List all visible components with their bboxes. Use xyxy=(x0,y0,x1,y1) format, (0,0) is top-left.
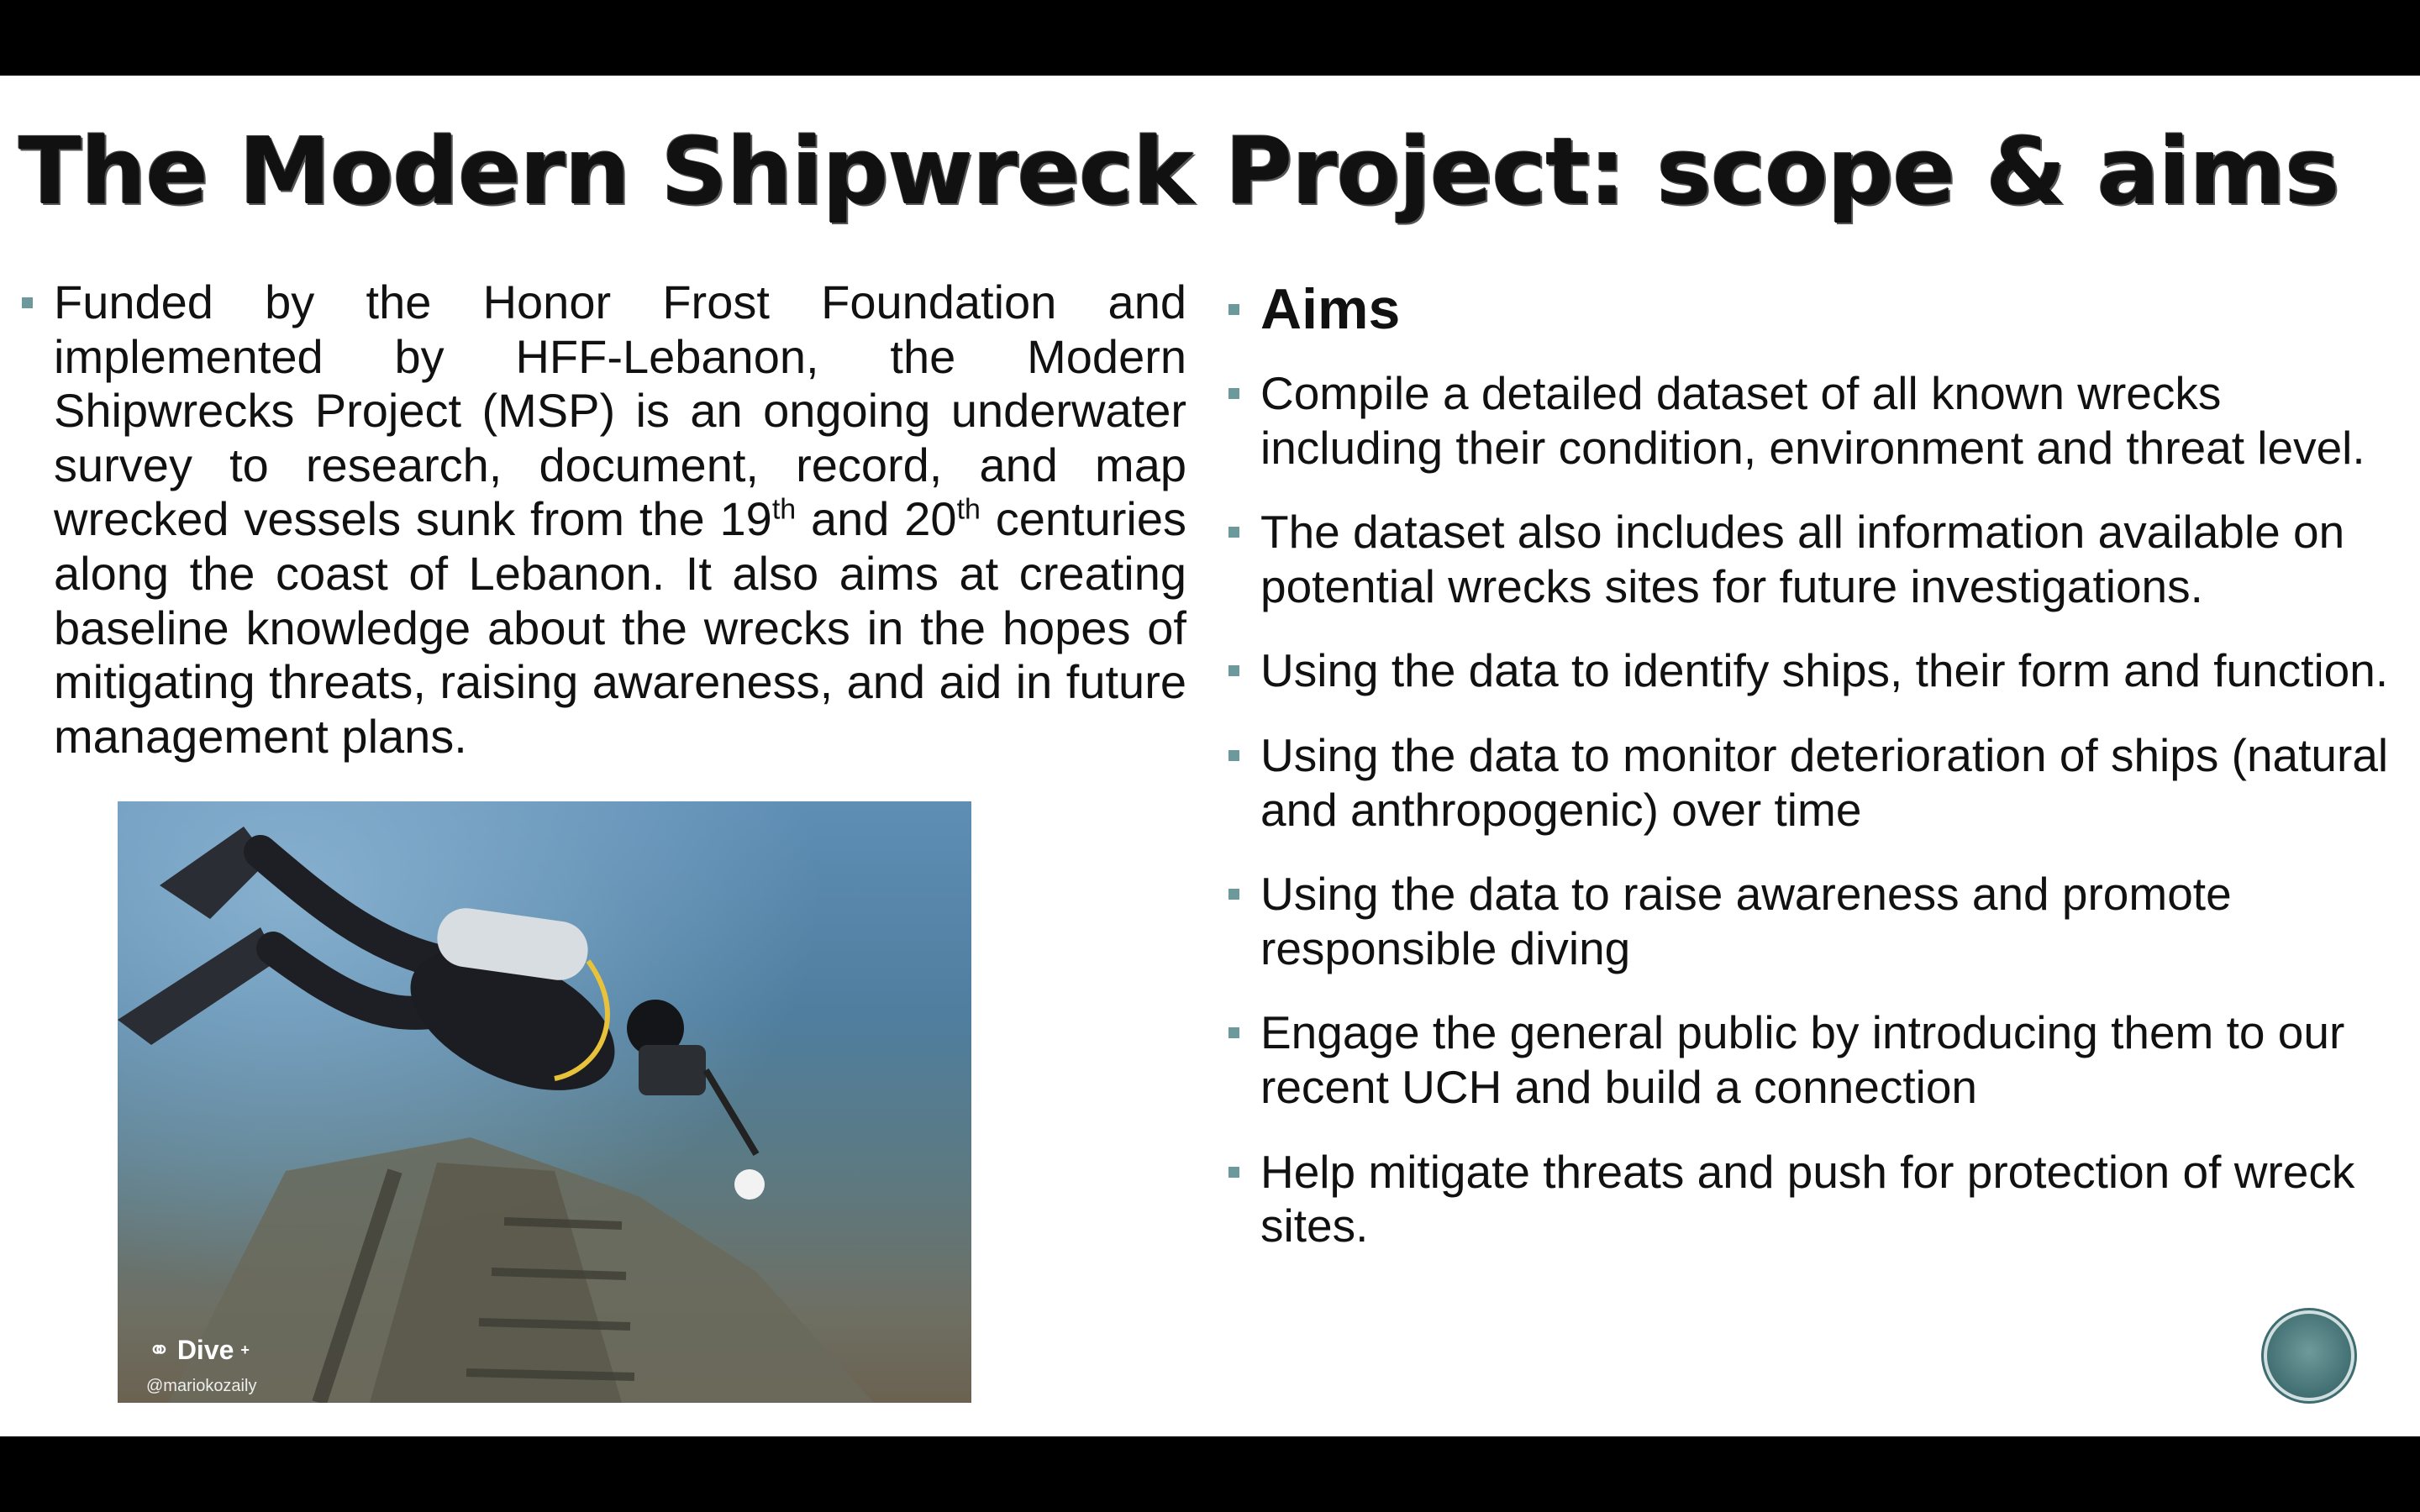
slide-nav-button[interactable] xyxy=(2267,1314,2351,1398)
dive-logo-icon: ⚭ xyxy=(148,1335,171,1365)
aim-item: Using the data to raise awareness and promote responsible diving xyxy=(1225,867,2402,975)
bullet-marker-icon xyxy=(1228,1167,1239,1178)
aim-item: Help mitigate threats and push for protection of wreck sites. xyxy=(1225,1145,2402,1253)
bullet-marker-icon xyxy=(22,297,33,308)
aim-item: Using the data to identify ships, their form and function. xyxy=(1225,643,2402,698)
slide-title: The Modern Shipwreck Project: scope & aims xyxy=(18,118,2339,225)
slide xyxy=(0,76,2420,1436)
aim-item: Engage the general public by introducing them to our recent UCH and build a connection xyxy=(1225,1005,2402,1114)
aim-item: Using the data to monitor deterioration of ships (natural and anthropogenic) over time xyxy=(1225,728,2402,837)
aim-item: The dataset also includes all information available on potential wrecks sites for future investigations. xyxy=(1225,505,2402,613)
bullet-marker-icon xyxy=(1228,1027,1239,1038)
photo-watermark: ⚭ Dive + xyxy=(148,1334,250,1365)
bullet-marker-icon xyxy=(1228,304,1239,315)
intro-column xyxy=(18,276,1186,764)
bullet-marker-icon xyxy=(1228,527,1239,538)
aim-item: Compile a detailed dataset of all known wrecks including their condition, environment and threat level. xyxy=(1225,366,2402,475)
aims-column xyxy=(1225,274,2402,1284)
bullet-marker-icon xyxy=(1228,388,1239,399)
photographer-credit: @mariokozaily xyxy=(146,1377,257,1395)
intro-paragraph: Funded by the Honor Frost Foundation and implemented by HFF-Lebanon, the Modern Shipwrecks Project (MSP) is an ongoing underwater survey to research, document, record, and map wrecked vessels sunk from the 19th and 20th centuries along the coast of Lebanon. It also aims at creating baseline knowledge about the wrecks in the hopes of mitigating threats, raising awareness, and aid in future management plans. xyxy=(54,276,1186,763)
aims-heading: Aims xyxy=(1225,274,2402,344)
bullet-marker-icon xyxy=(1228,750,1239,761)
diver-shipwreck-photo xyxy=(118,801,971,1403)
bullet-marker-icon xyxy=(1228,889,1239,900)
intro-bullet xyxy=(18,276,1186,764)
diver-illustration xyxy=(118,801,971,1403)
bullet-marker-icon xyxy=(1228,665,1239,676)
